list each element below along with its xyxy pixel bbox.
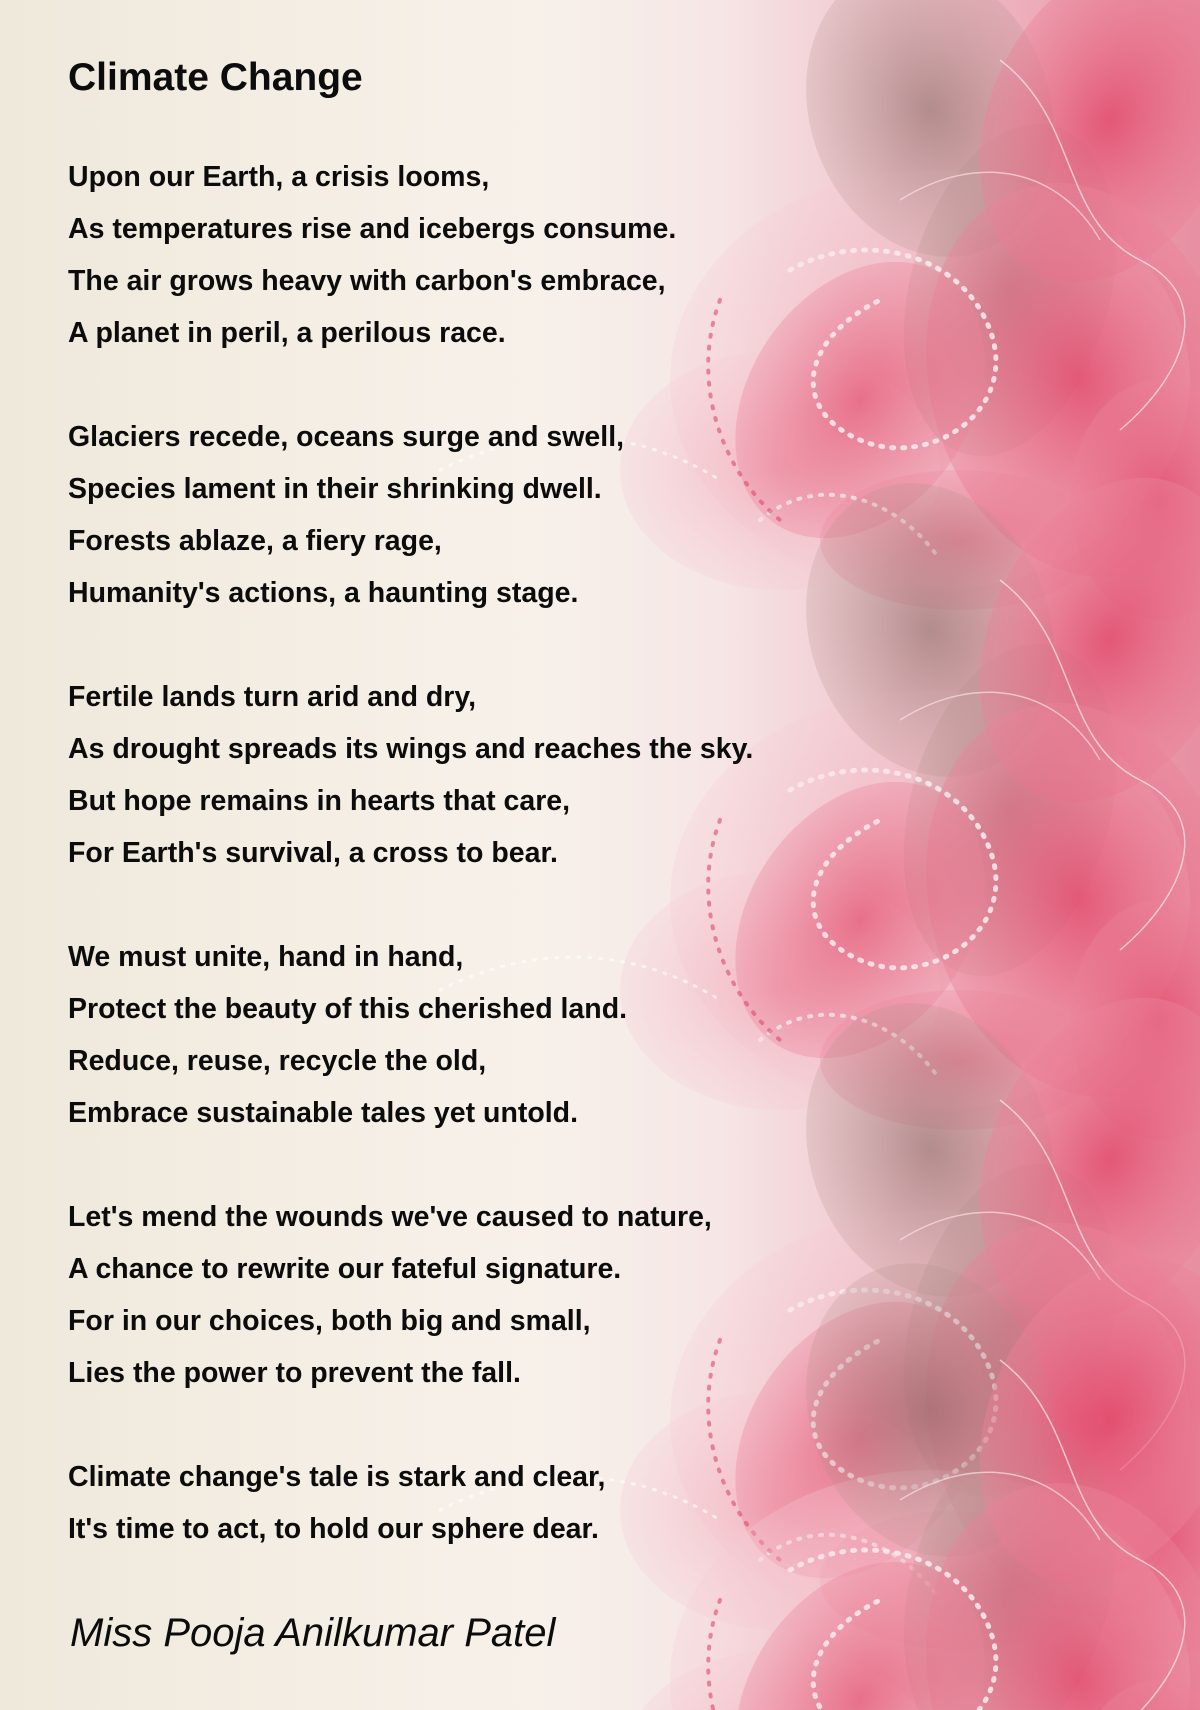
poem-title: Climate Change [68,56,363,99]
poem-line: A planet in peril, a perilous race. [68,317,506,349]
poem-line: As drought spreads its wings and reaches the sky. [68,733,754,765]
poem-line: Embrace sustainable tales yet untold. [68,1097,578,1129]
poem-line: Climate change's tale is stark and clear, [68,1461,606,1493]
poem-line: Let's mend the wounds we've caused to nature, [68,1201,712,1233]
stanza [68,1451,753,1555]
poem-line: For in our choices, both big and small, [68,1305,591,1337]
poem-line: For Earth's survival, a cross to bear. [68,837,558,869]
poem-line: Protect the beauty of this cherished land. [68,993,628,1025]
poem-line: But hope remains in hearts that care, [68,785,571,817]
poem-line: Glaciers recede, oceans surge and swell, [68,421,625,453]
poem-line: We must unite, hand in hand, [68,941,464,973]
poem-line: A chance to rewrite our fateful signature. [68,1253,622,1285]
poem-line: Fertile lands turn arid and dry, [68,681,477,713]
poem-line: Reduce, reuse, recycle the old, [68,1045,487,1077]
poem-line: It's time to act, to hold our sphere dear. [68,1513,599,1545]
stanza [68,931,753,1139]
poem-line: Forests ablaze, a fiery rage, [68,525,442,557]
stanza [68,151,753,359]
poem-line: As temperatures rise and icebergs consume. [68,213,677,245]
poem-line: The air grows heavy with carbon's embrace, [68,265,666,297]
poem-line: Lies the power to prevent the fall. [68,1357,521,1389]
poem-body [68,151,753,1607]
poem-line: Upon our Earth, a crisis looms, [68,161,490,193]
stanza [68,411,753,619]
poem-author: Miss Pooja Anilkumar Patel [70,1611,556,1655]
poem-line: Humanity's actions, a haunting stage. [68,577,579,609]
stanza [68,1191,753,1399]
poem-line: Species lament in their shrinking dwell. [68,473,602,505]
stanza [68,671,753,879]
